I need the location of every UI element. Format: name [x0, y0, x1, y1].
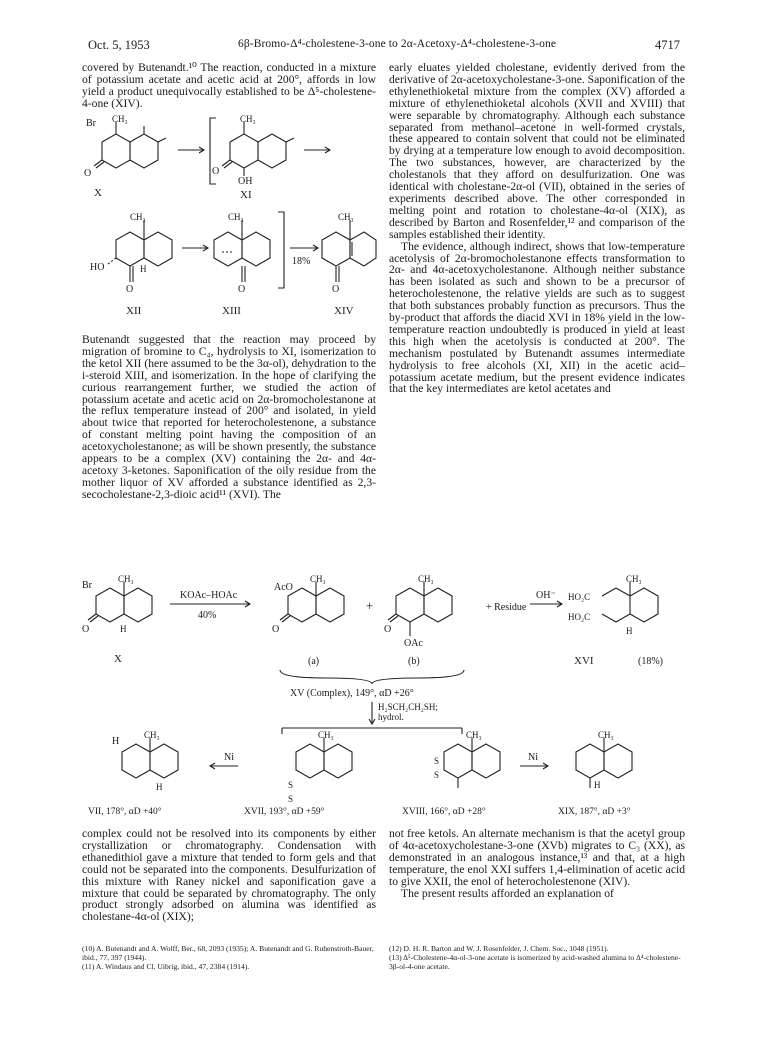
yield-40-percent: 40%	[198, 610, 217, 621]
paragraph: covered by Butenandt.¹⁰ The reaction, conducted in a mixture of potassium acetate and acetic acid at 200°, affords in low yield a product unequivocally established to be Δ⁵-cholestene-4-one (XIV).	[82, 61, 376, 110]
left-column-middle	[82, 334, 376, 501]
footnote-12: (12) D. H. R. Barton and W. J. Rosenfelder, J. Chem. Soc., 1048 (1951).	[389, 944, 609, 953]
footnotes-left	[82, 944, 376, 971]
structure-xii	[90, 212, 172, 317]
svg-text:HO₂C: HO₂C	[568, 612, 591, 622]
paragraph: The evidence, although indirect, shows that low-temperature acetolysis of 2α-bromocholestanone effects transformation to 2α- and 4α-acetoxycholestanone. Although neither substance has been isolated as such and shown to be a precursor of heterocholestenone, the relative yields are such as to suggest that both substances probably function as precursors. Thus the by-product that affords the diacid XVI in 18% yield in the low-temperature reaction undoubtedly is produced in yield at least this high when the acetolysis is conducted at 200°. The mechanism postulated by Butenandt assumes intermediate hydrolysis to free alcohols (XI, XII) in the acetic acid–potassium acetate medium, but the present evidence indicates that the key intermediates are ketol acetates and	[389, 239, 685, 396]
svg-text:CH₃: CH₃	[118, 574, 134, 584]
product-xviii-data: XVIII, 166°, αD +28°	[402, 807, 486, 817]
svg-text:S: S	[288, 780, 294, 790]
compound-label-xii: XII	[126, 305, 142, 317]
svg-text:Br: Br	[82, 580, 92, 591]
reaction-scheme-1	[82, 112, 378, 334]
svg-text:S: S	[434, 756, 440, 766]
svg-text:CH₃: CH₃	[418, 574, 434, 584]
svg-text:(18%): (18%)	[638, 656, 663, 667]
br-label: Br	[86, 118, 96, 129]
svg-text:CH₃: CH₃	[466, 730, 482, 740]
structure-x	[84, 114, 166, 199]
svg-text:H: H	[626, 626, 633, 636]
svg-text:OAc: OAc	[404, 638, 423, 649]
paragraph: Butenandt suggested that the reaction may proceed by migration of bromine to C₄, hydrolysis to XI, isomerization to the ketol XII (here assumed to be the 3α-ol), dehydration to the i-steroid XIII, and isomerization. In the hope of clarifying the curious rearrangement further, we studied the action of potassium acetate and acetic acid on 2α-bromocholestanone at the reflux temperature instead of 200° and isolated, in yield about twice that reported for heterocholestenone, a substance of constant melting point having the composition of an acetoxycholestanone; as will be shown presently, the substance appears to be a complex (XV) containing the 2α- and 4α-acetoxy 3-ketones. Saponification of the oily residue from the mother liquor of XV afforded a substance identified as 2,3-secocholestane-2,3-dioic acid¹¹ (XVI). The	[82, 333, 376, 501]
right-column-top	[389, 62, 685, 395]
structure-x-2	[82, 574, 152, 665]
footnotes-right	[389, 944, 685, 971]
svg-text:O: O	[84, 168, 92, 179]
svg-text:CH₃: CH₃	[338, 212, 354, 222]
svg-text:CH₃: CH₃	[228, 212, 244, 222]
structure-xvii	[244, 730, 352, 817]
svg-text:+ Residue: + Residue	[486, 602, 527, 613]
svg-text:H: H	[120, 624, 127, 634]
svg-text:CH₃: CH₃	[310, 574, 326, 584]
left-column-top	[82, 62, 376, 110]
svg-text:+: +	[366, 598, 374, 613]
svg-text:O: O	[82, 624, 90, 635]
footnote-10: (10) A. Butenandt and A. Wolff, Ber., 68, 2093 (1935); A. Butenandt and G. Ruhenstroth-Bauer, ibid., 77, 397 (1944).	[82, 944, 374, 962]
svg-text:CH₃: CH₃	[318, 730, 334, 740]
structure-xix	[558, 730, 632, 817]
product-xix-data: XIX, 187°, αD +3°	[558, 807, 631, 817]
structure-xvi	[568, 574, 663, 667]
compound-label-x: X	[114, 653, 122, 665]
footnote-11: (11) A. Windaus and Cl. Uibrig, ibid., 47, 2384 (1914).	[82, 962, 250, 971]
structure-xi	[212, 114, 294, 201]
compound-label-xiii: XIII	[222, 305, 241, 317]
structure-b	[384, 574, 452, 667]
svg-text:O: O	[384, 624, 392, 635]
svg-text:CH₃: CH₃	[240, 114, 256, 124]
paragraph: complex could not be resolved into its components by either crystallization or chromatography. Condensation with ethanedithiol gave a mixture that tended to form gels and that could not be separated into the components. Desulfurization of this mixture with Raney nickel and saponification gave a mixture that could be separated by chromatography. The only product strongly adsorbed on alumina was identified as cholestane-4α-ol (XIX);	[82, 827, 376, 924]
structure-xiv	[322, 212, 376, 317]
header-page-number: 4717	[655, 38, 680, 52]
yield-18-percent: 18%	[292, 256, 311, 267]
svg-text:CH₃: CH₃	[598, 730, 614, 740]
svg-text:O: O	[332, 284, 340, 295]
header-title: 6β-Bromo-Δ⁴-cholestene-3-one to 2α-Acetoxy-Δ⁴-cholestene-3-one	[238, 38, 557, 50]
svg-text:H: H	[112, 736, 120, 747]
svg-text:H: H	[140, 264, 147, 274]
header-date: Oct. 5, 1953	[88, 38, 150, 52]
svg-text:Ni: Ni	[528, 752, 538, 763]
reaction-scheme-2	[82, 574, 690, 826]
svg-text:O: O	[272, 624, 280, 635]
structure-xviii	[402, 730, 500, 817]
paragraph: The present results afforded an explanation of	[401, 886, 614, 900]
reagent-koac-hoac: KOAc–HOAc	[180, 590, 238, 601]
svg-text:CH₃: CH₃	[626, 574, 642, 584]
structure-xiii	[214, 212, 270, 317]
svg-text:Ni: Ni	[224, 752, 234, 763]
running-header	[88, 38, 680, 56]
compound-label-xvi: XVI	[574, 655, 594, 667]
product-vii-data: VII, 178°, αD +40°	[88, 807, 162, 817]
label-b: (b)	[408, 656, 420, 667]
footnote-13: (13) Δ⁵-Cholestene-4α-ol-3-one acetate is isomerized by acid-washed alumina to Δ⁴-cholestene-3β-ol-4-one acetate.	[389, 953, 681, 971]
structure-a	[272, 574, 344, 667]
svg-text:H: H	[156, 782, 163, 792]
compound-label-xi: XI	[240, 189, 252, 201]
svg-text:O: O	[212, 166, 220, 177]
svg-text:HO: HO	[90, 262, 105, 273]
svg-text:CH₃: CH₃	[130, 212, 146, 222]
left-column-bottom	[82, 828, 376, 923]
compound-label-xiv: XIV	[334, 305, 354, 317]
svg-text:S: S	[434, 770, 440, 780]
svg-text:S: S	[288, 794, 294, 804]
paragraph: early eluates yielded cholestane, evidently derived from the derivative of 2α-acetoxycholestane-3-one. Saponification of the ethylenethioketal mixture from the complex (XV) afforded a mixture of ethylenethioketal alcohols (XVII and XVIII) that were separable by chromatography. Although each substance separated from methanol–acetone in well-formed crystals, these appeared to contain solvent that could not be eliminated by drying at a temperature low enough to avoid decomposition. The two substances, however, are characterized by the cholestanols that they afford on desulfurization. One was identical with cholestane-2α-ol (VII), obtained in the series of experiments described above. The other corresponded in melting point and rotation to cholestane-4α-ol (XIX), as described by Barton and Rosenfelder,¹² and comparison of the samples established their identity.	[389, 61, 685, 241]
svg-text:AcO: AcO	[274, 582, 293, 593]
compound-label-x: X	[94, 187, 102, 199]
svg-text:H: H	[594, 780, 601, 790]
svg-text:CH₃: CH₃	[112, 114, 128, 124]
right-column-bottom	[389, 828, 685, 899]
label-a: (a)	[308, 656, 320, 667]
svg-text:HO₂C: HO₂C	[568, 592, 591, 602]
svg-text:O: O	[238, 284, 246, 295]
product-xvii-data: XVII, 193°, αD +59°	[244, 807, 325, 817]
svg-text:hydrol.: hydrol.	[378, 712, 404, 722]
svg-text:O: O	[126, 284, 134, 295]
svg-text:H₂SCH₂CH₂SH;: H₂SCH₂CH₂SH;	[378, 702, 438, 712]
svg-text:OH⁻: OH⁻	[536, 590, 556, 601]
complex-xv-label: XV (Complex), 149°, αD +26°	[290, 688, 414, 699]
paragraph: not free ketols. An alternate mechanism is that the acetyl group of 4α-acetoxycholestane-3-one (XVb) migrates to C₃ (XX), as demonstrated in an analogous instance,¹³ and that, at a high temperature, the enol XXI suffers 1,4-elimination of acetic acid to give XXII, the enol of heterocholestenone (XIV).	[389, 827, 685, 888]
svg-text:CH₃: CH₃	[144, 730, 160, 740]
svg-text:OH: OH	[238, 176, 253, 187]
structure-vii	[88, 730, 178, 817]
